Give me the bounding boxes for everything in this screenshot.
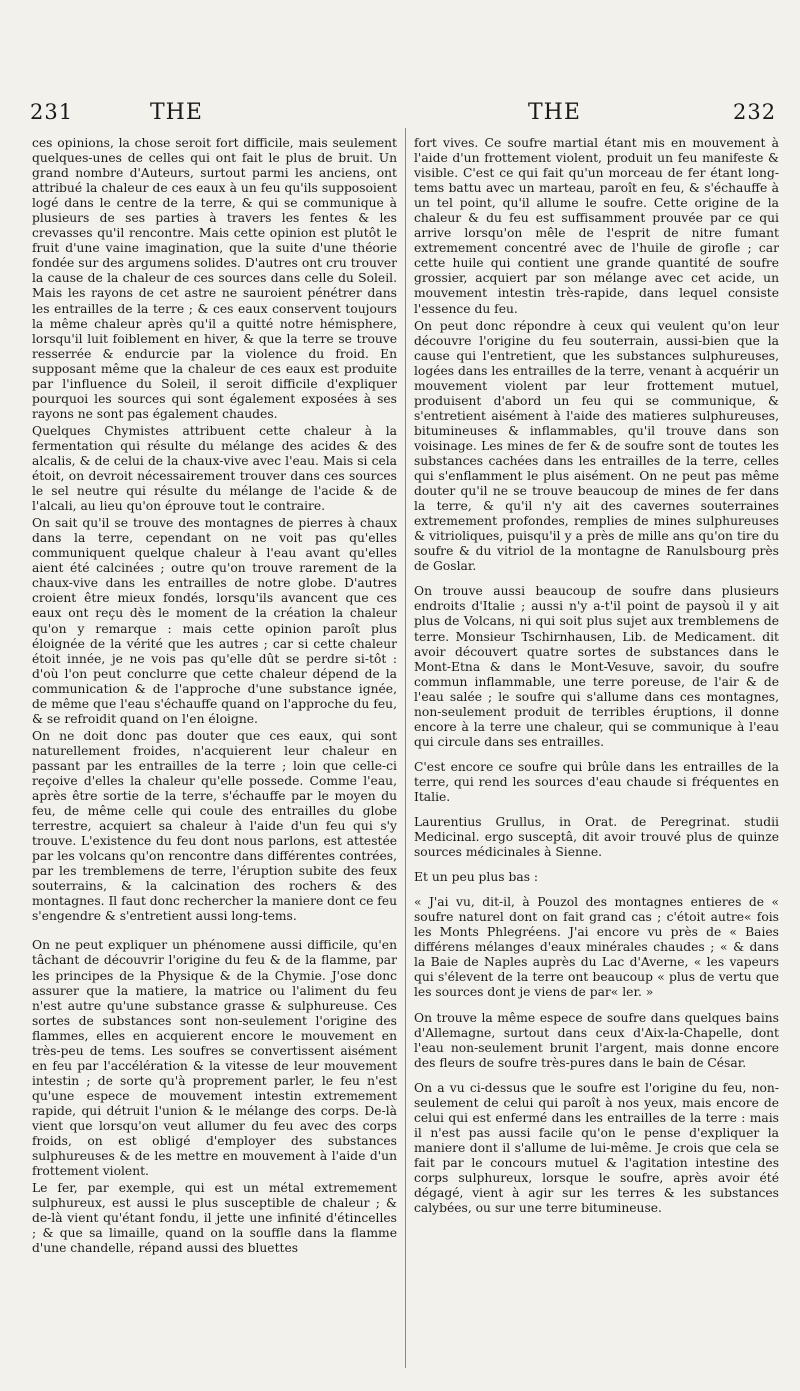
paragraph: fort vives. Ce soufre martial étant mis en mouvement à l'aide d'un frottement violent, produit un feu manifeste & visible. C'est ce qui fait qu'un morceau de fer étant long-tems battu avec un marteau, paroît en feu, & s'échauffe à un tel point, qu'il allume le soufre. Cette origine de la chaleur & du feu est suffisamment prouvée par ce qui arrive lorsqu'on mêle de l'esprit de nitre fumant extremement concentré avec de l'huile de girofle ; car cette huile qui contient une grande quantité de soufre grossier, acquiert par son mélange avec cet acide, un mouvement intestin très-rapide, dans lequel consiste l'essence du feu.: [414, 136, 779, 316]
right-running-title: THE: [528, 100, 581, 125]
paragraph: Et un peu plus bas :: [414, 870, 539, 885]
paragraph: On sait qu'il se trouve des montagnes de pierres à chaux dans la terre, cependant on ne voit pas qu'elles communiquent quelque chaleur à l'eau avant qu'elles aient été calcinées ; outre qu'on trouve rarement de la chaux-vive dans les entrailles de notre globe. D'autres croient être mieux fondés, lorsqu'ils avancent que ces eaux ont reçu dès le moment de la création la chaleur qu'on y remarque : mais cette opinion paroît plus éloignée de la vérité que les autres ; car si cette chaleur étoit innée, je ne vois pas qu'elle dût se perdre si-tôt : d'où l'on peut conclurre que cette chaleur dépend de la communication & de l'approche d'une substance ignée, de même que l'eau s'échauffe quand on l'approche du feu, & se refroidit quand on l'en éloigne.: [32, 516, 397, 726]
quotation: « J'ai vu, dit-il, à Pouzol des montagnes entieres de « soufre naturel dont on fait grand cas ; c'étoit autre« fois les Monts Phlegréens. J'ai encore vu près de « Baies différens mélanges d'eaux minérales chaudes ; « & dans la Baie de Naples auprès du Lac d'Averne, « les vapeurs qui s'élevent de la terre ont beaucoup « plus de vertu que les sources dont je viens de par« ler. »: [414, 895, 779, 1000]
paragraph: On ne doit donc pas douter que ces eaux, qui sont naturellement froides, n'acquierent leur chaleur en passant par les entrailles de la terre ; loin que celle-ci reçoive d'elles la chaleur qu'elle possede. Comme l'eau, après être sortie de la terre, s'échauffe par le moyen du feu, de même celle qui coule des entrailles du globe terrestre, acquiert sa chaleur à l'aide d'un feu qui s'y trouve. L'existence du feu dont nous parlons, est attestée par les volcans qu'on rencontre dans différentes contrées, par les tremblemens de terre, l'éruption subite des feux souterrains, & la calcination des rochers & des montagnes. Il faut donc rechercher la maniere dont ce feu s'engendre & s'entretient aussi long-tems.: [32, 728, 398, 924]
paragraph: Le fer, par exemple, qui est un métal extremement sulphureux, est aussi le plus susceptible de chaleur ; & de-là vient qu'étant fondu, il jette une infinité d'étincelles ; & que sa limaille, quand on la souffle dans la flamme d'une chandelle, répand aussi des bluettes: [32, 1181, 397, 1256]
paragraph: On a vu ci-dessus que le soufre est l'origine du feu, non-seulement de celui qui paroît à nos yeux, mais encore de celui qui est enfermé dans les entrailles de la terre : mais il n'est pas aussi facile qu'on le pense d'expliquer la maniere dont il s'allume de lui-même. Je crois que cela se fait par le concours mutuel & l'agitation intestine des corps sulphureux, lorsque le soufre, après avoir été dégagé, vient à agir sur les terres & les substances calybées, ou sur une terre bitumineuse.: [414, 1080, 779, 1216]
paragraph: Laurentius Grullus, in Orat. de Peregrinat. studii Medicinal. ergo susceptâ, dit avoir trouvé plus de quinze sources médicinales à Sienne.: [414, 815, 779, 860]
paragraph: C'est encore ce soufre qui brûle dans les entrailles de la terre, qui rend les sources d'eau chaude si fréquentes en Italie.: [414, 759, 779, 804]
paragraph: ces opinions, la chose seroit fort difficile, mais seulement quelques-unes de celles qui ont fait le plus de bruit. Un grand nombre d'Auteurs, surtout parmi les anciens, ont attribué la chaleur de ces eaux à un feu qu'ils supposoient logé dans le centre de la terre, & qui se communique à plusieurs de ses parties à travers les fentes & les crevasses qu'il rencontre. Mais cette opinion est plutôt le fruit d'une vaine imagination, que la suite d'une théorie fondée sur des argumens solides. D'autres ont cru trouver la cause de la chaleur de ces sources dans celle du Soleil. Mais les rayons de cet astre ne sauroient pénétrer dans les entrailles de la terre ; & ces eaux conservent toujours la même chaleur après qu'il a quitté notre hémisphere, lorsqu'il luit foiblement en hiver, & que la terre se trouve resserrée & endurcie par la violence du froid. En supposant même que la chaleur de ces eaux est produite par l'influence du Soleil, il seroit difficile d'expliquer pourquoi les sources qui sont également exposées à ses rayons ne sont pas également chaudes.: [32, 136, 397, 421]
left-column: [32, 136, 397, 1258]
paragraph: On peut donc répondre à ceux qui veulent qu'on leur découvre l'origine du feu souterrain, aussi-bien que la cause qui l'entretient, que les substances sulphureuses, logées dans les entrailles de la terre, venant à acquérir un mouvement violent par leur frottement mutuel, produisent d'abord un feu qui se communique, & s'entretient aisément à l'aide des matieres sulphureuses, bitumineuses & inflammables, qu'il trouve dans son voisinage. Les mines de fer & de soufre sont de toutes les substances cachées dans les entrailles de la terre, celles qui s'enflamment le plus aisément. On ne peut pas même douter qu'il ne se trouve beaucoup de mines de fer dans la terre, & qu'il n'y ait des cavernes souterraines extremement profondes, remplies de mines sulphureuses & vitrioliques, puisqu'il y a près de mille ans qu'on tire du soufre & du vitriol de la montagne de Ranulsbourg près de Goslar.: [414, 318, 779, 574]
right-page-number: 232: [733, 100, 777, 124]
right-column: [414, 136, 779, 1218]
paragraph: On trouve la même espece de soufre dans quelques bains d'Allemagne, surtout dans ceux d'Aix-la-Chapelle, dont l'eau non-seulement brunit l'argent, mais donne encore des fleurs de soufre très-pures dans le bain de César.: [414, 1010, 779, 1070]
column-divider: [405, 128, 406, 1368]
paragraph: Quelques Chymistes attribuent cette chaleur à la fermentation qui résulte du mélange des acides & des alcalis, & de celui de la chaux-vive avec l'eau. Mais si cela étoit, on devroit nécessairement trouver dans ces sources le sel neutre qui résulte du mélange de l'acide & de l'alcali, au lieu qu'on éprouve tout le contraire.: [32, 423, 397, 514]
left-running-title: THE: [150, 100, 203, 125]
paragraph: On trouve aussi beaucoup de soufre dans plusieurs endroits d'Italie ; aussi n'y a-t'il point de paysoù il y ait plus de Volcans, ni qui soit plus sujet aux tremblemens de terre. Monsieur Tschirnhausen, Lib. de Medicament. dit avoir découvert quatre sortes de substances dans le Mont-Etna & dans le Mont-Vesuve, savoir, du soufre commun inflammable, une terre poreuse, de l'air & de l'eau salée ; le soufre qui s'allume dans ces montagnes, non-seulement produit de terribles éruptions, il donne encore à la terre une chaleur, qui se communique à l'eau qui circule dans ses entrailles.: [414, 584, 779, 749]
left-page-number: 231: [30, 100, 74, 124]
paragraph: On ne peut expliquer un phénomene aussi difficile, qu'en tâchant de découvrir l'origine du feu & de la flamme, par les principes de la Physique & de la Chymie. J'ose donc assurer que la matiere, la matrice ou l'aliment du feu n'est autre qu'une substance grasse & sulphureuse. Ces sortes de substances sont non-seulement l'origine des flammes, elles en acquierent encore le mouvement en très-peu de tems. Les soufres se convertissent aisément en feu par l'accélération & la vitesse de leur mouvement intestin ; de sorte qu'à proprement parler, le feu n'est qu'une espece de mouvement intestin extremement rapide, qui détruit l'union & le mélange des corps. De-là vient que lorsqu'on veut allumer du feu avec des corps froids, on est obligé d'employer des substances sulphureuses & de les mettre en mouvement à l'aide d'un frottement violent.: [32, 938, 397, 1179]
